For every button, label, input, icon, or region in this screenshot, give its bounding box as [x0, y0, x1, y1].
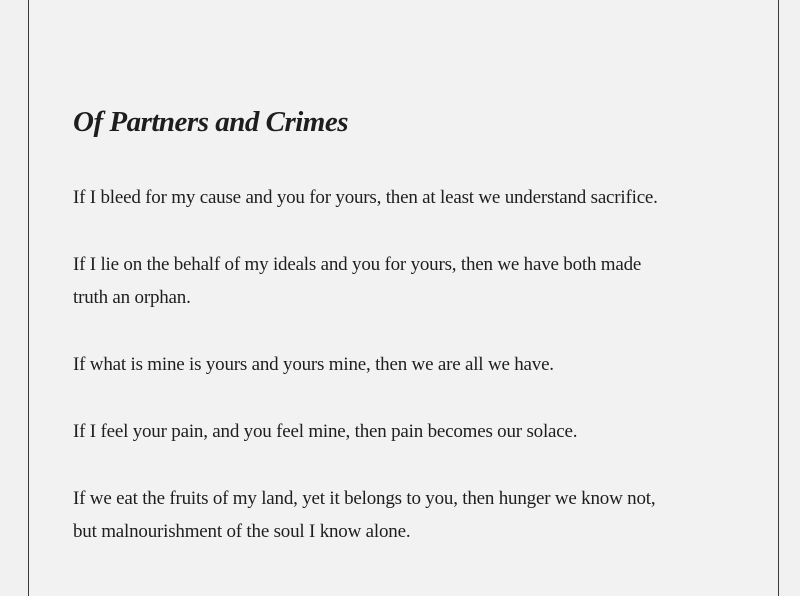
poem-line: If I lie on the behalf of my ideals and you for yours, then we have both made	[73, 254, 642, 275]
document-page	[28, 0, 779, 596]
stanza	[73, 415, 658, 448]
poem-line: If I bleed for my cause and you for yours, then at least we understand sacrifice.	[73, 187, 658, 208]
poem-title: Of Partners and Crimes	[73, 106, 349, 138]
poem-line: If we eat the fruits of my land, yet it belongs to you, then hunger we know not,	[73, 488, 656, 509]
stanza	[73, 248, 658, 314]
stanza	[73, 482, 658, 548]
stanza	[73, 348, 658, 381]
stanza	[73, 181, 658, 214]
poem-body	[73, 181, 658, 582]
poem-line: truth an orphan.	[73, 287, 191, 308]
poem-line: but malnourishment of the soul I know alone.	[73, 521, 411, 542]
poem-line: If I feel your pain, and you feel mine, then pain becomes our solace.	[73, 421, 578, 442]
poem-line: If what is mine is yours and yours mine, then we are all we have.	[73, 354, 554, 375]
